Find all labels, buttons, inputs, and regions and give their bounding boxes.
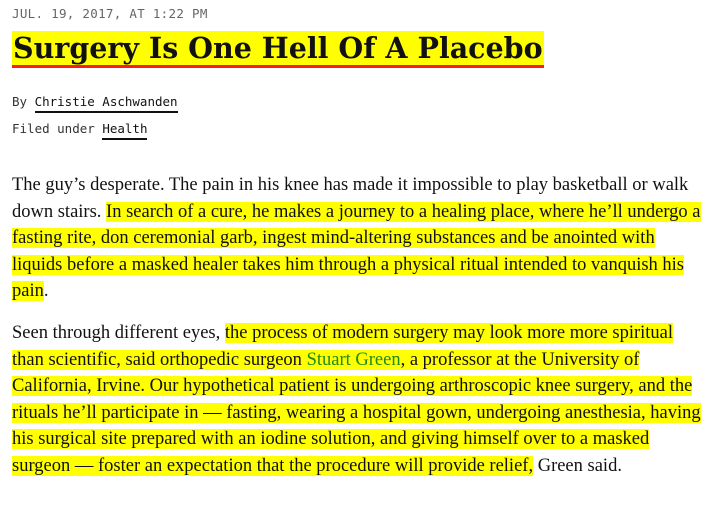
body-paragraph [12, 320, 708, 479]
surgeon-link[interactable]: Stuart Green [306, 349, 401, 370]
byline-prefix: By [12, 94, 35, 109]
highlighted-text [12, 323, 701, 476]
paragraph-text: The guy’s desperate. The pain in his knee has made it impossible to play basketball or walk down stairs. [12, 175, 689, 222]
paragraph-text: Green said. [533, 455, 622, 476]
highlighted-text: In search of a cure, he makes a journey to a healing place, where he’ll undergo a fasting rite, don ceremonial garb, ingest mind-altering substances and be anointed with liquids before a masked healer takes him through a physical ritual intended to vanquish his pain [12, 201, 701, 301]
body-paragraph [12, 172, 708, 305]
filed-under [12, 121, 147, 136]
highlighted-text-part: the process of modern surgery may look more more spiritual than scientific, said orthopedic surgeon [12, 323, 674, 370]
article-headline [12, 28, 544, 68]
paragraph-text: Seen through different eyes, [12, 323, 225, 343]
headline-text: Surgery Is One Hell Of A Placebo [12, 31, 544, 68]
paragraph-text: . [43, 281, 49, 301]
author-link[interactable]: Christie Aschwanden [35, 94, 178, 113]
topic-link[interactable]: Health [102, 121, 147, 140]
byline [12, 94, 178, 109]
highlighted-text-part: , a professor at the University of California, Irvine. Our hypothetical patient is undergoing arthroscopic knee surgery, and the rituals he’ll participate in — fasting, wearing a hospital gown, undergoing anesthesia, having his surgical site prepared with an iodine solution, and giving himself over to a masked surgeon — foster an expectation that the procedure will provide relief, [12, 349, 701, 476]
article-timestamp: JUL. 19, 2017, AT 1:22 PM [12, 6, 208, 21]
filed-under-prefix: Filed under [12, 121, 103, 136]
